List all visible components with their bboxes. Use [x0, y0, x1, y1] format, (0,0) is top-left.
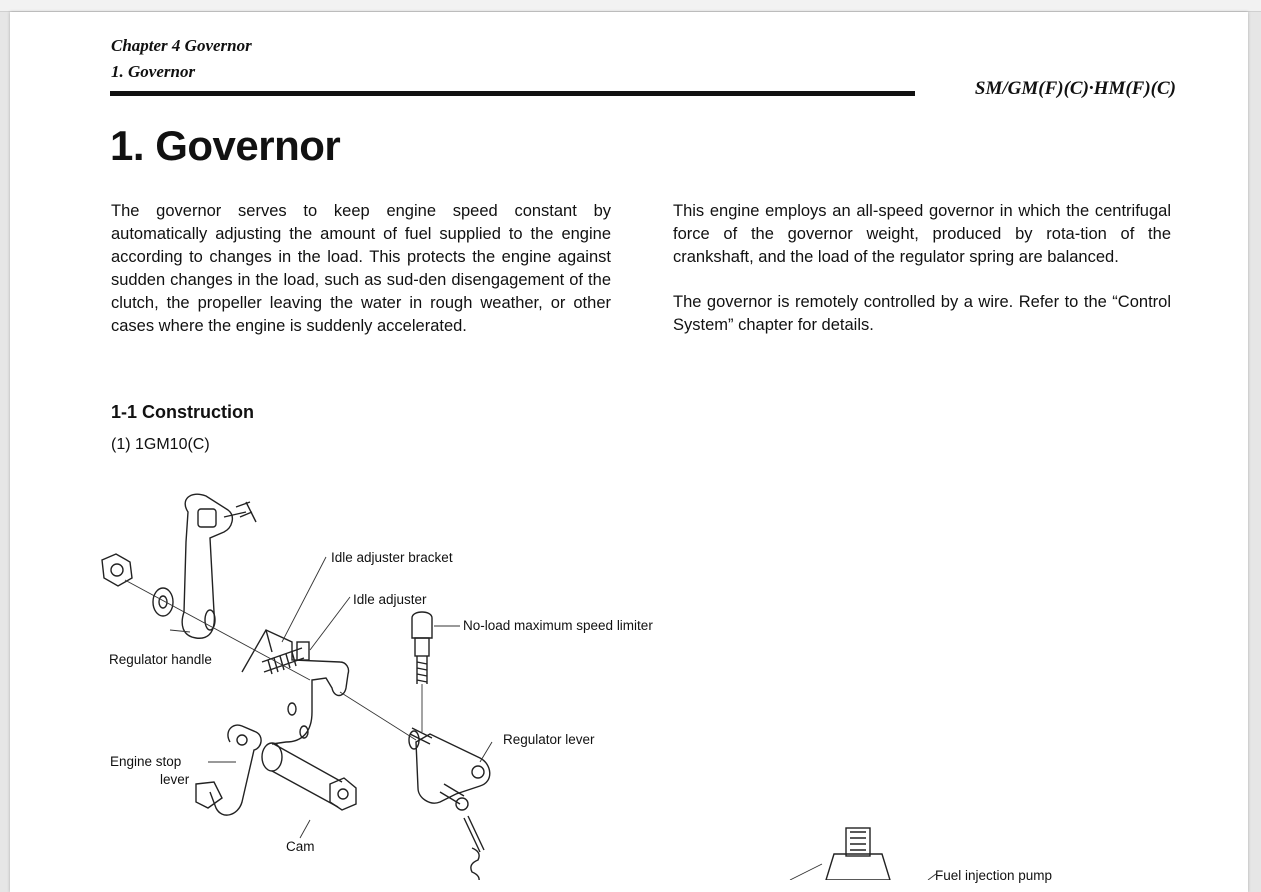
intro-paragraph-right-1: This engine employs an all-speed governor in which the centrifugal force of the governor weight, produced by rota-tion of the crankshaft, and the load of the regulator spring are balanced. [673, 202, 1171, 266]
construction-heading: 1-1 Construction [111, 402, 255, 422]
governor-exploded-diagram [10, 12, 1248, 880]
label-engine-stop-lever-line1: Engine stop [110, 754, 182, 769]
intro-paragraph-right-2: The governor is remotely controlled by a wire. Refer to the “Control System” chapter for details. [673, 293, 1171, 334]
engine-stop-lever-part [196, 725, 261, 815]
label-engine-stop-lever-line2: lever [160, 772, 190, 787]
page-title: 1. Governor [110, 122, 341, 169]
speed-limiter-part [412, 612, 432, 684]
label-fuel-injection-pump: Fuel injection pump [935, 868, 1053, 883]
document-page [10, 12, 1248, 892]
chapter-label: Chapter 4 Governor [111, 36, 252, 55]
intro-paragraph-left: The governor serves to keep engine speed constant by automatically adjusting the amount of fuel supplied to the engine according to changes in the load. This protects the engine against sudden changes in the load, such as sud-den disengagement of the clutch, the propeller leaving the water in rough weather, or other cases where the engine is suddenly accelerated. [111, 202, 611, 335]
regulator-spring-part [464, 816, 484, 880]
regulator-lever-part [409, 728, 490, 810]
construction-subheading: (1) 1GM10(C) [111, 436, 210, 453]
cam-shaft-part [262, 743, 356, 810]
label-idle-adjuster: Idle adjuster [353, 592, 427, 607]
fuel-injection-pump-part [826, 828, 890, 880]
label-cam: Cam [286, 839, 315, 854]
model-code: SM/GM(F)(C)·HM(F)(C) [974, 78, 1176, 99]
label-no-load-limiter: No-load maximum speed limiter [463, 618, 653, 633]
idle-adjuster-bracket-part [242, 630, 349, 744]
viewer-toolbar [0, 0, 1261, 12]
washer-part [153, 588, 173, 616]
section-label: 1. Governor [111, 62, 196, 81]
label-regulator-lever: Regulator lever [503, 732, 595, 747]
label-regulator-handle: Regulator handle [109, 652, 212, 667]
label-idle-adjuster-bracket: Idle adjuster bracket [331, 550, 453, 565]
